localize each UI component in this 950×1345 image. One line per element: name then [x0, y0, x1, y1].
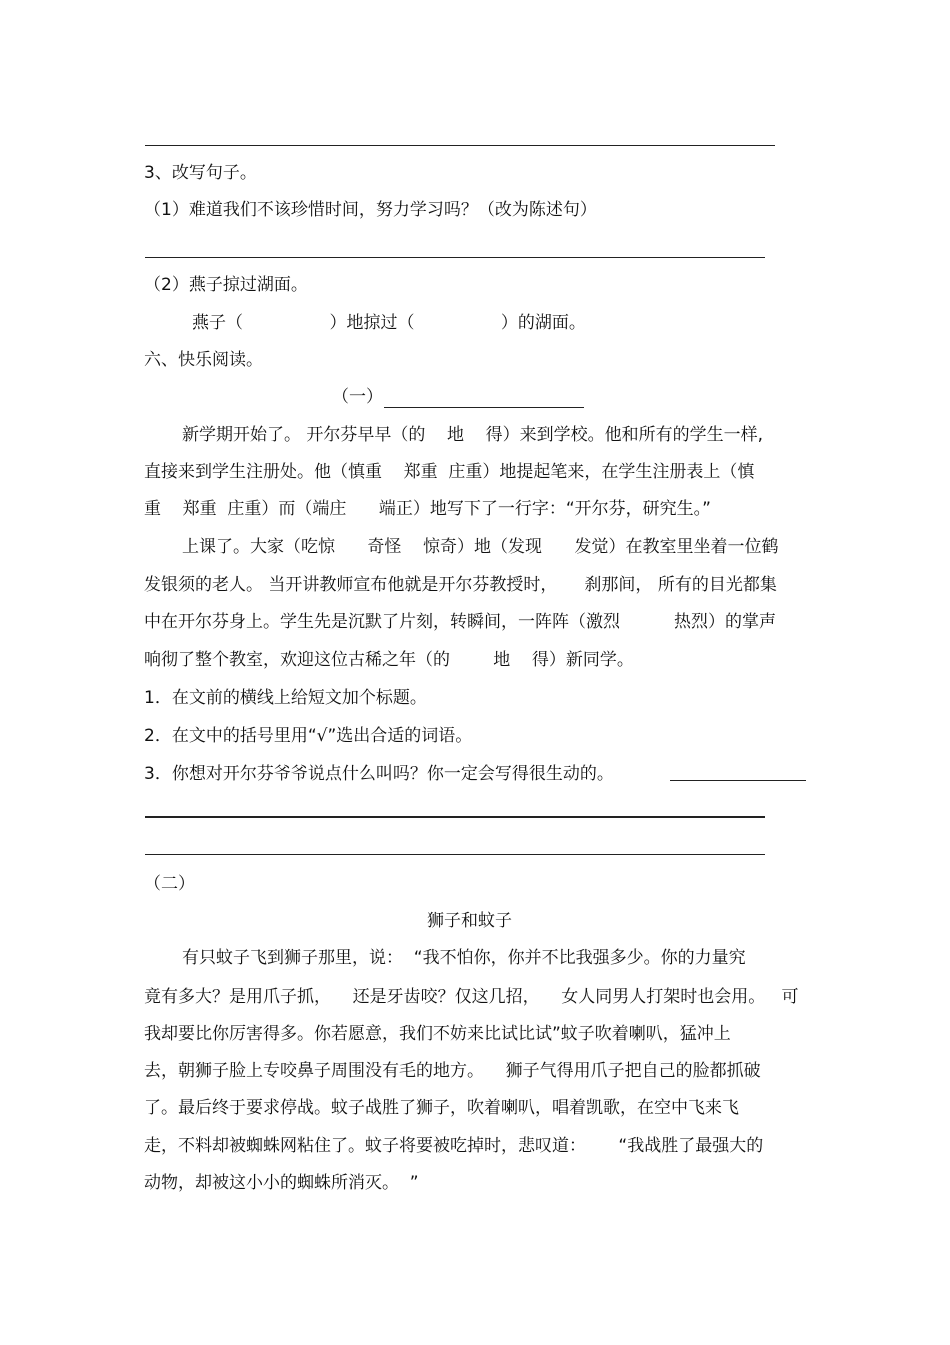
paragraph-line: 响彻了整个教室，欢迎这位古稀之年（的 地 得）新同学。	[144, 650, 634, 670]
reading-question-2: 2．在文中的括号里用“√”选出合适的词语。	[144, 726, 473, 746]
story-line: 走，不料却被蜘蛛网粘住了。蚊子将要被吃掉时，悲叹道： “我战胜了最强大的	[144, 1136, 764, 1156]
story-line: 竟有多大？是用爪子抓， 还是牙齿咬？仅这几招， 女人同男人打架时也会用。 可	[144, 987, 799, 1007]
reading-question-3: 3．你想对开尔芬爷爷说点什么叫吗？你一定会写得很生动的。	[144, 764, 614, 784]
paragraph-line: 发银须的老人。 当开讲教师宣布他就是开尔芬教授时， 刹那间， 所有的目光都集	[144, 575, 777, 595]
story-line: 我却要比你厉害得多。你若愿意，我们不妨来比试比试”蚊子吹着喇叭，猛冲上	[144, 1024, 731, 1044]
answer-line	[670, 780, 806, 781]
story-line: 有只蚊子飞到狮子那里，说： “我不怕你，你并不比我强多少。你的力量究	[182, 948, 746, 968]
story-line: 动物，却被这小小的蜘蛛所消灭。 ”	[144, 1173, 419, 1193]
answer-line	[145, 854, 765, 855]
question-1: （1）难道我们不该珍惜时间，努力学习吗？（改为陈述句）	[144, 200, 597, 220]
paragraph-line: 重 郑重 庄重）而（端庄 端正）地写下了一行字：“开尔芬，研究生。”	[144, 499, 711, 519]
answer-line	[145, 816, 765, 818]
story-line: 了。最后终于要求停战。蚊子战胜了狮子，吹着喇叭，唱着凯歌，在空中飞来飞	[144, 1098, 739, 1118]
section-3-heading: 3、改写句子。	[144, 163, 257, 183]
title-blank-line	[384, 407, 584, 408]
part-1-label: （一）	[332, 387, 383, 407]
answer-line	[145, 257, 765, 258]
answer-line	[145, 145, 775, 146]
part-2-label: （二）	[144, 874, 195, 894]
story-title: 狮子和蚊子	[427, 911, 512, 931]
paragraph-line: 新学期开始了。 开尔芬早早（的 地 得）来到学校。他和所有的学生一样,	[182, 425, 764, 445]
section-6-heading: 六、快乐阅读。	[144, 350, 263, 370]
paragraph-line: 上课了。大家（吃惊 奇怪 惊奇）地（发现 发觉）在教室里坐着一位鹤	[182, 537, 779, 557]
paragraph-line: 中在开尔芬身上。学生先是沉默了片刻，转瞬间，一阵阵（激烈 热烈）的掌声	[144, 612, 777, 632]
paragraph-line: 直接来到学生注册处。他（慎重 郑重 庄重）地提起笔来，在学生注册表上（慎	[144, 462, 755, 482]
question-2: （2）燕子掠过湖面。	[144, 275, 308, 295]
reading-question-1: 1．在文前的横线上给短文加个标题。	[144, 688, 427, 708]
question-2-fill: 燕子（ ）地掠过（ ）的湖面。	[192, 313, 586, 333]
story-line: 去，朝狮子脸上专咬鼻子周围没有毛的地方。 狮子气得用爪子把自己的脸都抓破	[144, 1061, 761, 1081]
